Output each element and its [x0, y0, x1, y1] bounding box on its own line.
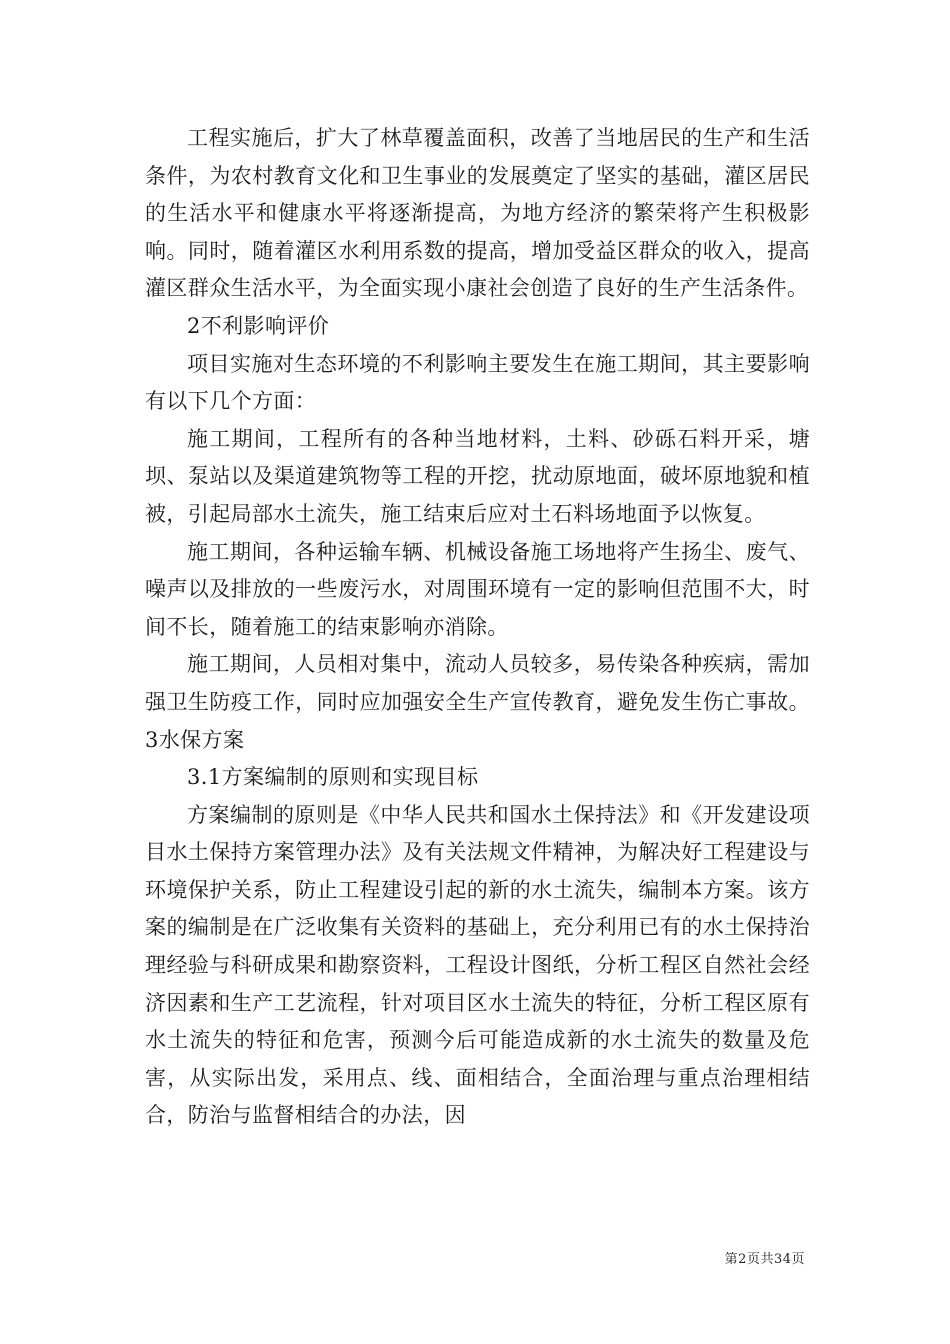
paragraph-health-safety: 施工期间，人员相对集中，流动人员较多，易传染各种疾病，需加强卫生防疫工作，同时应加强安全生产宣传教育，避免发生伤亡事故。3水保方案	[145, 652, 810, 752]
document-body	[145, 120, 810, 1135]
paragraph-dust-noise: 施工期间，各种运输车辆、机械设备施工场地将产生扬尘、废气、噪声以及排放的一些废污水，对周围环境有一定的影响但范围不大，时间不长，随着施工的结束影响亦消除。	[145, 539, 810, 639]
page-number: 第2页共34页	[724, 1252, 805, 1267]
paragraph-benefits: 工程实施后，扩大了林草覆盖面积，改善了当地居民的生产和生活条件，为农村教育文化和卫生事业的发展奠定了坚实的基础，灌区居民的生活水平和健康水平将逐渐提高，为地方经济的繁荣将产生积极影响。同时，随着灌区水利用系数的提高，增加受益区群众的收入，提高灌区群众生活水平，为全面实现小康社会创造了良好的生产生活条件。	[145, 126, 810, 301]
section-heading-adverse-impact: 2不利影响评价	[187, 313, 330, 338]
paragraph-plan-principles: 方案编制的原则是《中华人民共和国水土保持法》和《开发建设项目水土保持方案管理办法》及有关法规文件精神，为解决好工程建设与环境保护关系，防止工程建设引起的新的水土流失，编制本方案。该方案的编制是在广泛收集有关资料的基础上，充分利用已有的水土保持治理经验与科研成果和勘察资料，工程设计图纸，分析工程区自然社会经济因素和生产工艺流程，针对项目区水土流失的特征，分析工程区原有水土流失的特征和危害，预测今后可能造成新的水土流失的数量及危害，从实际出发，采用点、线、面相结合，全面治理与重点治理相结合，防治与监督相结合的办法，因	[145, 802, 810, 1128]
paragraph-adverse-intro: 项目实施对生态环境的不利影响主要发生在施工期间，其主要影响有以下几个方面：	[145, 351, 810, 414]
section-heading-principles: 3.1方案编制的原则和实现目标	[187, 765, 479, 790]
paragraph-construction-materials: 施工期间，工程所有的各种当地材料，土料、砂砾石料开采，塘坝、泵站以及渠道建筑物等工程的开挖，扰动原地面，破坏原地貌和植被，引起局部水土流失，施工结束后应对土石料场地面予以恢复。	[145, 426, 810, 526]
